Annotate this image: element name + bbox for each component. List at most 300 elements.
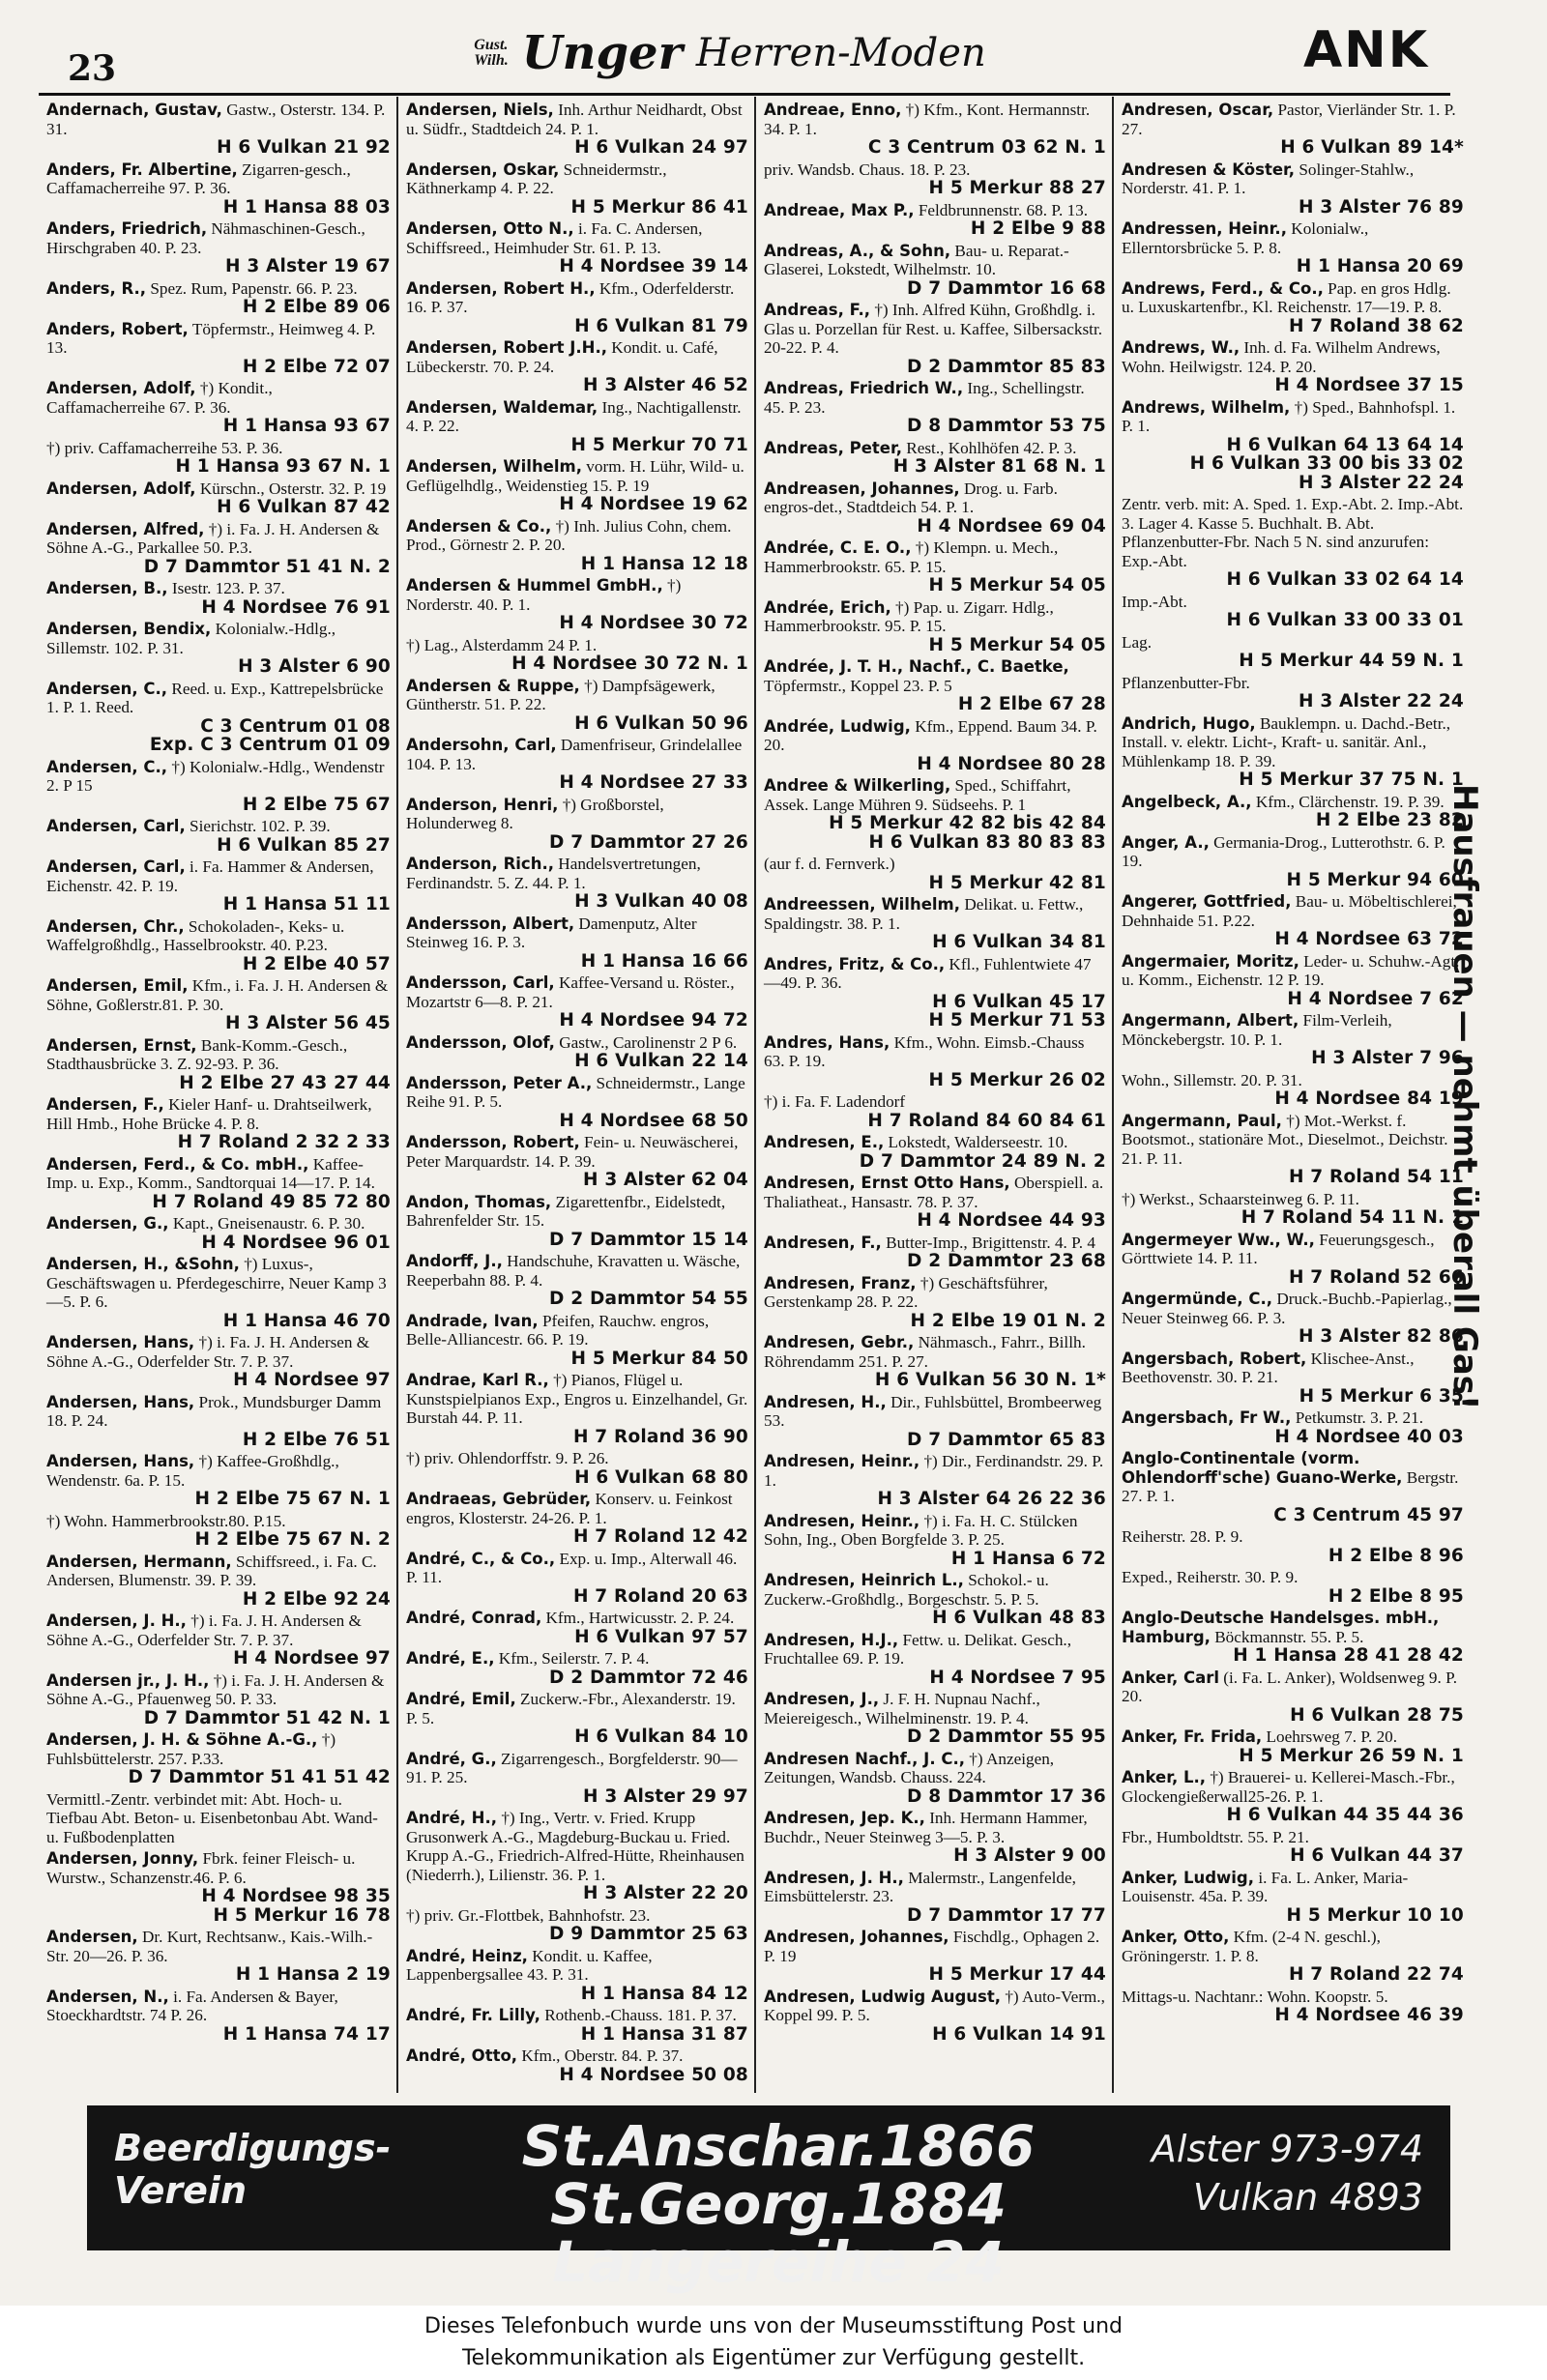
entry-name: Andresen, Franz, (764, 1273, 917, 1292)
entry-text (764, 657, 1106, 695)
entry-phone: H 2 Elbe 75 67 N. 1 (194, 1489, 391, 1509)
entry-name: Andersen, Adolf, (46, 379, 196, 397)
entry-name: Andrae, Karl R., (406, 1371, 549, 1389)
bottom-advertisement (87, 2105, 1450, 2295)
entry-text (406, 2046, 748, 2066)
entry-text (46, 620, 391, 657)
entry-phone: H 4 Nordsee 40 03 (1274, 1426, 1464, 1447)
directory-entry (1122, 398, 1464, 493)
entry-details: Butter-Imp., Brigittenstr. 4. P. 4 (886, 1233, 1095, 1252)
directory-entry (1122, 279, 1464, 336)
entry-details: Bank-Komm.-Gesch., Stadthausbrücke 3. Z. 92-93. P. 36. (46, 1035, 348, 1073)
entry-text (764, 1234, 1106, 1253)
entry-name: Andersen, H., &Sohn, (46, 1255, 240, 1273)
entry-details: †) i. Fa. F. Ladendorf (764, 1092, 906, 1111)
directory-entry (1122, 833, 1464, 890)
entry-text (1122, 101, 1464, 138)
entry-phone: H 5 Merkur 84 50 (570, 1348, 748, 1369)
entry-text (764, 1869, 1106, 1906)
entry-name: Andersen, Robert J.H., (406, 338, 607, 357)
entry-phone: H 3 Alster 6 90 (238, 656, 391, 677)
directory-column-3 (754, 97, 1112, 2093)
entry-phone: H 6 Vulkan 44 35 44 36 (1226, 1805, 1464, 1825)
entry-text (406, 457, 748, 495)
entry-name: Andreasen, Johannes, (764, 479, 960, 498)
entry-text (1122, 1350, 1464, 1387)
entry-details: Nähmasch., Fahrr., Billh. Röhrendamm 251. P. 27. (764, 1333, 1086, 1371)
entry-details: Gastw., Osterstr. 134. P. 31. (46, 101, 386, 138)
directory-entry (764, 1174, 1106, 1231)
directory-entry (764, 1333, 1106, 1390)
entry-text (764, 1393, 1106, 1431)
entry-text (1122, 1869, 1464, 1906)
directory-entry (406, 576, 748, 633)
entry-name: Andersen, F., (46, 1095, 164, 1114)
entry-name: Andres, Hans, (764, 1032, 890, 1052)
directory-entry (46, 219, 391, 276)
entry-phone: H 6 Vulkan 83 80 83 83 (868, 831, 1106, 853)
entry-name: Andresen, Heinr., (764, 1511, 920, 1530)
entry-name: André, Fr. Lilly, (406, 2006, 540, 2024)
entry-phone: H 6 Vulkan 33 00 bis 33 02 (1189, 453, 1464, 474)
entry-phone: H 5 Merkur 88 27 (928, 178, 1106, 198)
directory-entry (46, 101, 391, 158)
directory-entry (764, 1393, 1106, 1450)
directory-entry (406, 398, 748, 455)
entry-phone: H 4 Nordsee 63 72 (1274, 929, 1464, 949)
entry-name: Angermann, Paul, (1122, 1111, 1282, 1130)
entry-name: Andrews, Wilhelm, (1122, 397, 1291, 417)
directory-entry (406, 1906, 748, 1944)
entry-phone: H 4 Nordsee 37 15 (1274, 375, 1464, 395)
entry-name: Andreae, Enno, (764, 101, 902, 119)
entry-text (1122, 1011, 1464, 1049)
entry-text (1122, 338, 1464, 376)
entry-name: Andreas, A., & Sohn, (764, 241, 951, 260)
entry-details: Gastw., Carolinenstr 2 P 6. (559, 1032, 738, 1052)
entry-phone: D 9 Dammtor 25 63 (549, 1924, 748, 1944)
entry-phone: H 4 Nordsee 30 72 (559, 613, 748, 633)
directory-entry (46, 1512, 391, 1550)
directory-entry (406, 338, 748, 395)
entry-phone: H 7 Roland 52 66 (1288, 1266, 1464, 1288)
entry-phone: H 2 Elbe 9 88 (970, 218, 1106, 239)
entry-name: Andersen, Robert H., (406, 278, 596, 298)
entry-text (46, 101, 391, 138)
directory-entry (46, 1333, 391, 1390)
directory-entry (764, 479, 1106, 537)
directory-entry (406, 636, 748, 674)
directory-entry (1122, 793, 1464, 830)
entry-name: Angermann, Albert, (1122, 1011, 1299, 1030)
entry-phone: H 5 Merkur 54 05 (928, 634, 1106, 655)
entry-text (406, 279, 748, 317)
directory-entry (1122, 1768, 1464, 1825)
entry-text (764, 1809, 1106, 1846)
entry-phone: H 2 Elbe 40 57 (242, 953, 391, 974)
entry-phone: H 2 Elbe 67 28 (957, 694, 1106, 714)
entry-text (46, 758, 391, 796)
entry-details: Handschuhe, Kravatten u. Wäsche, Reeperbahn 88. P. 4. (406, 1252, 741, 1290)
entry-name: Anker, L., (1122, 1768, 1207, 1786)
entry-name: Andersen, Hans, (46, 1333, 195, 1351)
entry-details: Damenputz, Alter Steinweg 16. P. 3. (406, 914, 697, 951)
entry-details: Kolonialw.-Hdlg., Sillemstr. 102. P. 31. (46, 620, 336, 657)
directory-entry (1122, 1928, 1464, 1985)
directory-entry (406, 1133, 748, 1190)
directory-entry (46, 976, 391, 1033)
entry-text (764, 1928, 1106, 1965)
entry-details: Reiherstr. 28. P. 9. (1122, 1527, 1243, 1546)
entry-details: †) Ing., Vertr. v. Fried. Krupp Grusonwerk A.-G., Magdeburg-Buckau u. Fried. Krupp A.-G., Friedrich-Alfred-Hütte, Rheinhausen (Niederrh.), Lilienstr. 36. P. 1. (406, 1809, 744, 1884)
directory-entry (1122, 1988, 1464, 2025)
entry-details: Vermittl.-Zentr. verbindet mit: Abt. Hoch- u. Tiefbau Abt. Beton- u. Eisenbetonbau Abt. Wand- u. Fußbodenplatten (46, 1789, 378, 1846)
directory-entry (46, 1790, 391, 1847)
entry-text (406, 576, 748, 614)
directory-entry (406, 914, 748, 972)
entry-phone: D 2 Dammtor 55 95 (907, 1727, 1106, 1747)
directory-entry (406, 1750, 748, 1807)
directory-entry (406, 1649, 748, 1687)
entry-text (1122, 279, 1464, 317)
entry-text (46, 1988, 391, 2025)
entry-details: Druck.-Buchb.-Papierlag., Neuer Steinweg 66. P. 3. (1122, 1290, 1452, 1327)
entry-details: †) i. Fa. J. H. Andersen & Söhne A.-G., Pfauenweg 50. P. 33. (46, 1670, 385, 1708)
entry-text (46, 520, 391, 558)
entry-name: André, Conrad, (406, 1609, 542, 1627)
entry-text (46, 1553, 391, 1590)
entry-phone: D 2 Dammtor 23 68 (907, 1251, 1106, 1271)
directory-entry (46, 479, 391, 517)
entry-details: Töpfermstr., Koppel 23. P. 5 (764, 676, 952, 695)
directory-entry (764, 1234, 1106, 1271)
entry-details: Klischee-Anst., Beethovenstr. 30. P. 21. (1122, 1349, 1415, 1386)
entry-phone: H 3 Vulkan 40 08 (574, 891, 748, 912)
entry-name: Andersen, Alfred, (46, 519, 205, 538)
page-range-label: ANK (1302, 21, 1429, 79)
entry-name: Anker, Fr. Frida, (1122, 1727, 1263, 1746)
entry-phone: H 5 Merkur 6 35 (1299, 1385, 1464, 1407)
ad-middle-block (367, 2113, 1189, 2295)
entry-details: †) Mot.-Werkst. f. Bootsmot., stationäre Mot., Dieselmot., Deichstr. 21. P. 11. (1122, 1111, 1448, 1168)
entry-details: Oberspiell. a. Thaliatheat., Hansastr. 78. P. 37. (764, 1174, 1104, 1211)
entry-text (46, 1255, 391, 1312)
entry-phone: H 7 Roland 12 42 (572, 1526, 748, 1547)
entry-name: Angermeyer Ww., W., (1122, 1230, 1315, 1249)
entry-details: Pfeifen, Rauchw. engros, Belle-Alliancestr. 66. P. 19. (406, 1311, 710, 1349)
ad-brand: Unger (521, 26, 683, 80)
entry-text (1122, 1768, 1464, 1806)
entry-details: Zigarren-gesch., Caffamacherreihe 97. P. 36. (46, 160, 351, 197)
entry-details: Schokoladen-, Keks- u. Waffelgroßhdlg., Hasselbrookstr. 40. P.23. (46, 916, 345, 954)
entry-name: Andersen, Chr., (46, 916, 185, 936)
entry-phone: H 1 Hansa 84 12 (580, 1983, 748, 2004)
directory-entry (46, 520, 391, 577)
entry-name: Angerer, Gottfried, (1122, 892, 1292, 911)
entry-details: Kürschn., Osterstr. 32. P. 19 (199, 479, 387, 498)
directory-entry (1122, 160, 1464, 218)
entry-phone: H 4 Nordsee 50 08 (559, 2064, 748, 2085)
entry-text (764, 1174, 1106, 1211)
directory-entry (1122, 1449, 1464, 1524)
entry-phone: H 6 Vulkan 97 57 (574, 1626, 748, 1647)
entry-name: Andersson, Peter A., (406, 1073, 593, 1092)
directory-entry (764, 1033, 1106, 1090)
entry-name: Andrée, C. E. O., (764, 538, 912, 557)
entry-details: Fettw. u. Delikat. Gesch., Fruchtallee 69. P. 19. (764, 1630, 1072, 1668)
directory-entry (46, 817, 391, 855)
entry-phone: H 3 Alster 76 89 (1299, 196, 1464, 218)
entry-text (1122, 1290, 1464, 1327)
entry-details: Feldbrunnenstr. 68. P. 13. (918, 200, 1089, 219)
directory-entry (406, 796, 748, 853)
entry-phone: H 7 Roland 54 11 (1288, 1167, 1464, 1187)
entry-text (1122, 674, 1464, 693)
entry-details: †) priv. Caffamacherreihe 53. P. 36. (46, 438, 283, 457)
directory-entry (406, 1033, 748, 1071)
directory-entry (764, 160, 1106, 198)
entry-details: Böckmannstr. 55. P. 5. (1214, 1627, 1364, 1646)
directory-entry (406, 457, 748, 514)
entry-name: Andersen, C., (46, 757, 168, 776)
entry-text (1122, 1112, 1464, 1169)
entry-details: Prok., Mundsburger Damm 18. P. 24. (46, 1392, 382, 1430)
directory-entry (764, 101, 1106, 158)
entry-name: Andrich, Hugo, (1122, 713, 1256, 733)
entry-text (764, 855, 1106, 874)
entry-text (46, 1512, 391, 1531)
directory-entry (1122, 714, 1464, 790)
entry-text (764, 895, 1106, 933)
entry-text (1122, 892, 1464, 930)
entry-name: Andresen, F., (764, 1233, 882, 1252)
directory-entry (1122, 1527, 1464, 1565)
directory-entry (406, 855, 748, 912)
entry-details: Isestr. 123. P. 37. (171, 579, 285, 597)
directory-entry (406, 1947, 748, 2004)
entry-phone: H 6 Vulkan 84 10 (574, 1727, 748, 1747)
entry-text (406, 1371, 748, 1428)
entry-phone: H 5 Merkur 54 05 (928, 575, 1106, 595)
entry-phone: H 4 Nordsee 69 04 (917, 515, 1106, 537)
directory-entry (764, 955, 1106, 1030)
entry-phone: H 5 Merkur 17 44 (928, 1964, 1106, 1985)
entry-details: Fein- u. Neuwäscherei, Peter Marquardstr. 14. P. 39. (406, 1133, 739, 1171)
entry-phone: H 7 Roland 38 62 (1288, 315, 1464, 336)
entry-phone: H 4 Nordsee 96 01 (201, 1232, 391, 1253)
entry-name: Angersbach, Robert, (1122, 1349, 1307, 1368)
entry-phone: H 2 Elbe 8 95 (1328, 1585, 1464, 1607)
entry-phone: H 6 Vulkan 22 14 (574, 1051, 748, 1071)
entry-text (764, 538, 1106, 576)
entry-text (406, 1449, 748, 1468)
directory-entry (764, 598, 1106, 655)
entry-name: André, E., (406, 1649, 495, 1668)
entry-text (46, 579, 391, 598)
entry-phone: H 2 Elbe 27 43 27 44 (179, 1072, 391, 1093)
entry-text (1122, 1190, 1464, 1209)
directory-entry (406, 1312, 748, 1369)
directory-entry (46, 1255, 391, 1330)
entry-text (406, 1033, 748, 1053)
entry-phone: H 4 Nordsee 97 (233, 1648, 391, 1669)
entry-details: Handelsvertretungen, Ferdinandstr. 5. Z. 44. P. 1. (406, 855, 701, 892)
entry-phone: H 4 Nordsee 80 28 (917, 753, 1106, 774)
entry-phone: Exp. C 3 Centrum 01 09 (149, 735, 391, 755)
entry-details: Exped., Reiherstr. 30. P. 9. (1122, 1568, 1299, 1586)
entry-details: †) Großborstel, Holunderweg 8. (406, 795, 664, 832)
directory-entry (46, 320, 391, 377)
entry-name: Andres, Fritz, & Co., (764, 954, 946, 973)
entry-text (764, 1274, 1106, 1312)
entry-phone: H 1 Hansa 88 03 (222, 196, 391, 218)
directory-entry (764, 1988, 1106, 2045)
entry-details: Kfm., Clärchenstr. 19. P. 39. (1255, 792, 1445, 811)
entry-details: Konserv. u. Feinkost engros, Klosterstr. 24-26. P. 1. (406, 1490, 733, 1527)
directory-entry (1122, 1011, 1464, 1068)
entry-details: Ing., Nachtigallenstr. 4. P. 22. (406, 397, 742, 435)
directory-entry (406, 1550, 748, 1607)
entry-text (406, 636, 748, 655)
entry-details: †) Dir., Ferdinandstr. 29. P. 1. (764, 1452, 1104, 1490)
entry-name: Andersson, Olof, (406, 1032, 555, 1052)
entry-details: Inh. Hermann Hammer, Buchdr., Neuer Steinweg 3—5. P. 3. (764, 1809, 1088, 1846)
entry-text (46, 1611, 391, 1649)
entry-phone: H 6 Vulkan 21 92 (217, 137, 391, 158)
entry-text (406, 1193, 748, 1231)
directory-entry (46, 857, 391, 914)
entry-text (46, 219, 391, 257)
ad-small-text (474, 38, 508, 69)
entry-details: Spez. Rum, Papenstr. 66. P. 23. (150, 278, 358, 298)
entry-details: †) Kaffee-Großhdlg., Wendenstr. 6a. P. 15. (46, 1452, 339, 1490)
directory-entry (764, 657, 1106, 714)
entry-text (406, 1074, 748, 1112)
entry-phone: H 6 Vulkan 85 27 (217, 834, 391, 856)
entry-details: vorm. H. Lühr, Wild- u. Geflügelhdlg., Weidenstieg 15. P. 19 (406, 457, 744, 495)
directory-entry (764, 855, 1106, 892)
entry-text (1122, 1988, 1464, 2007)
header-advertisement (416, 23, 1044, 83)
entry-phone: H 5 Merkur 26 02 (928, 1069, 1106, 1090)
directory-entry (1122, 1231, 1464, 1288)
entry-phone: H 5 Merkur 71 53 (928, 1010, 1106, 1030)
entry-phone: H 5 Merkur 37 75 N. 1 (1239, 769, 1464, 790)
entry-details: Kfm., Oderfelderstr. 16. P. 37. (406, 278, 735, 316)
entry-details: †) Lag., Alsterdamm 24 P. 1. (406, 635, 598, 654)
entry-name: Andersen, Ernst, (46, 1035, 197, 1055)
entry-phone: H 7 Roland 2 32 2 33 (177, 1132, 391, 1152)
entry-details: †) Fuhlsbüttelerstr. 257. P.33. (46, 1730, 336, 1768)
entry-phone: D 7 Dammtor 65 83 (907, 1429, 1106, 1450)
entry-text (764, 101, 1106, 138)
entry-phone: H 7 Roland 22 74 (1288, 1964, 1464, 1985)
entry-name: Andersen, Hermann, (46, 1552, 232, 1571)
entry-text (1122, 714, 1464, 771)
entry-name: Andressen, Heinr., (1122, 219, 1287, 238)
ad-small-line-1: Gust. (474, 37, 509, 53)
entry-text (1122, 398, 1464, 436)
entry-details: Bergstr. 27. P. 1. (1122, 1467, 1459, 1505)
entry-name: Andresen, Heinrich L., (764, 1571, 964, 1589)
entry-phone: H 6 Vulkan 33 02 64 14 (1226, 569, 1464, 590)
entry-details: Film-Verleih, Mönckebergstr. 10. P. 1. (1122, 1011, 1392, 1049)
directory-entry (406, 160, 748, 218)
directory-entry (1122, 219, 1464, 276)
entry-text (1122, 1609, 1464, 1646)
entry-phone: H 1 Hansa 51 11 (222, 894, 391, 914)
entry-name: Andraeas, Gebrüder, (406, 1490, 592, 1508)
directory-entry (1122, 1112, 1464, 1187)
entry-phone: H 3 Alster 22 24 (1299, 472, 1464, 493)
ad-right-line-2: Vulkan 4893 (1192, 2176, 1423, 2219)
entry-phone: H 7 Roland 49 85 72 80 (152, 1191, 391, 1212)
entry-details: Kfm. (2-4 N. geschl.), Gröningerstr. 1. P. 8. (1122, 1928, 1381, 1965)
entry-phone: H 1 Hansa 93 67 (222, 416, 391, 436)
entry-text (1122, 1408, 1464, 1428)
entry-phone: H 3 Alster 64 26 22 36 (877, 1489, 1106, 1509)
entry-text (406, 160, 748, 198)
entry-name: Andrée, Ludwig, (764, 716, 911, 736)
entry-name: Andresen, Oscar, (1122, 101, 1274, 119)
entry-name: Andersohn, Carl, (406, 736, 557, 754)
entry-phone: H 3 Alster 22 20 (583, 1883, 748, 1903)
entry-details: Kondit. u. Café, Lübeckerstr. 70. P. 24. (406, 338, 718, 376)
directory-entry (764, 1928, 1106, 1985)
entry-phone: H 4 Nordsee 7 62 (1287, 988, 1464, 1009)
entry-details: Damenfriseur, Grindelallee 104. P. 13. (406, 736, 743, 773)
entry-phone: H 1 Hansa 2 19 (235, 1964, 391, 1985)
entry-details: †) Kondit., Caffamacherreihe 67. P. 36. (46, 379, 273, 417)
entry-details: †) Werkst., Schaarsteinweg 6. P. 11. (1122, 1189, 1359, 1208)
entry-phone: H 1 Hansa 93 67 N. 1 (175, 456, 391, 477)
entry-text (406, 914, 748, 952)
entry-phone: H 2 Elbe 23 82 (1315, 810, 1464, 830)
directory-entry (46, 1095, 391, 1152)
directory-entry (1122, 1568, 1464, 1606)
entry-name: Andersen, Hans, (46, 1392, 195, 1411)
entry-phone: H 5 Merkur 70 71 (570, 434, 748, 455)
entry-phone: H 2 Elbe 75 67 (242, 794, 391, 815)
entry-phone: H 2 Elbe 92 24 (242, 1588, 391, 1610)
entry-phone: H 3 Alster 81 68 N. 1 (892, 456, 1106, 477)
entry-name: Andresen, Heinr., (764, 1452, 920, 1470)
entry-text (46, 439, 391, 458)
entry-text (406, 855, 748, 892)
entry-phone: H 4 Nordsee 76 91 (201, 596, 391, 618)
entry-details: Ing., Schellingstr. 45. P. 23. (764, 379, 1085, 417)
entry-name: Andersson, Albert, (406, 914, 575, 933)
directory-entry (406, 2046, 748, 2084)
entry-phone: D 7 Dammtor 24 89 N. 2 (859, 1150, 1106, 1172)
directory-entry (764, 1869, 1106, 1926)
directory-entry (406, 736, 748, 793)
entry-details: Pflanzenbutter-Fbr. (1122, 673, 1250, 692)
entry-name: André, C., & Co., (406, 1549, 556, 1568)
entry-details: Nähmaschinen-Gesch., Hirschgraben 40. P. 23. (46, 219, 365, 257)
entry-phone: H 6 Vulkan 24 97 (574, 137, 748, 158)
entry-details: Schneidermstr., Käthnerkamp 4. P. 22. (406, 160, 667, 197)
entry-phone: D 8 Dammtor 17 36 (907, 1785, 1106, 1807)
entry-details: Reed. u. Exp., Kattrepelsbrücke 1. P. 1. Reed. (46, 679, 384, 716)
entry-text (46, 1095, 391, 1133)
entry-text (46, 279, 391, 299)
entry-details: Mittags-u. Nachtanr.: Wohn. Koopstr. 5. (1122, 1987, 1388, 2006)
entry-text (1122, 952, 1464, 990)
directory-entry (1122, 495, 1464, 590)
entry-name: Andresen, Ernst Otto Hans, (764, 1174, 1010, 1192)
entry-details: †) i. Fa. J. H. Andersen & Söhne A.-G., Oderfelder Str. 7. P. 37. (46, 1333, 370, 1371)
